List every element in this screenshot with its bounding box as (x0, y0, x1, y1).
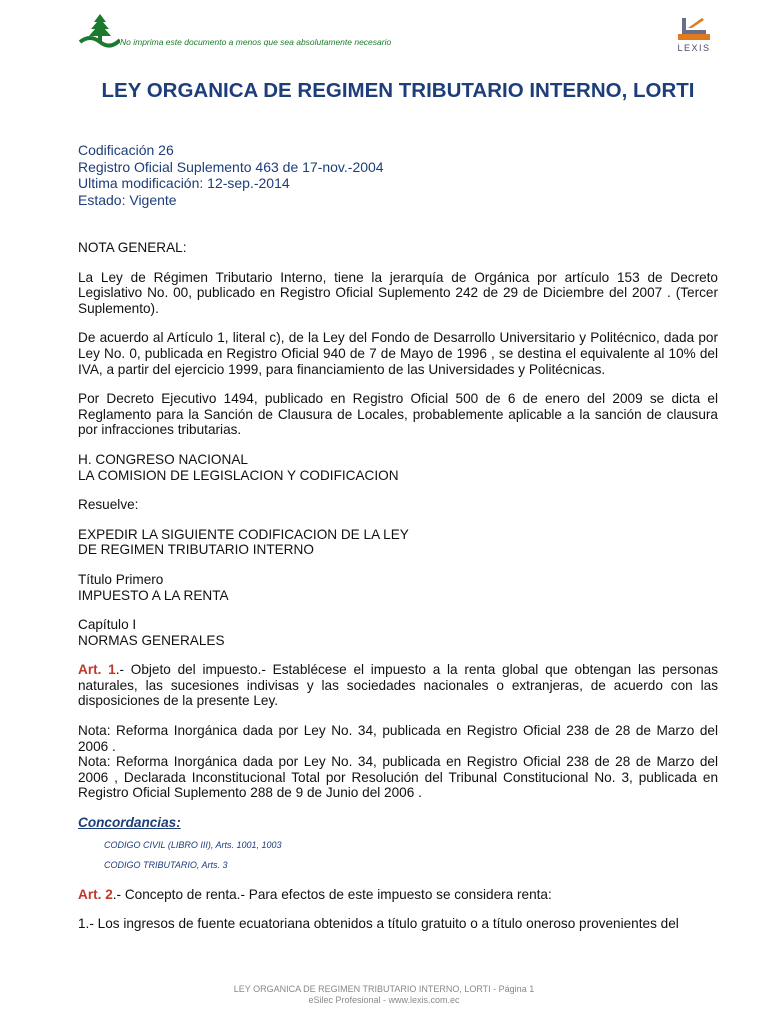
nota-reforma-1: Nota: Reforma Inorgánica dada por Ley No. 34, publicada en Registro Oficial 238 de 28 de Marzo del 2006 . (78, 723, 718, 754)
concordancia-item: CODIGO CIVIL (LIBRO III), Arts. 1001, 1003 (104, 839, 282, 850)
expedir-line-2: DE REGIMEN TRIBUTARIO INTERNO (78, 542, 314, 558)
capitulo-number: Capítulo I (78, 617, 137, 633)
concordancias-heading: Concordancias: (78, 815, 181, 831)
page-footer (0, 984, 768, 1006)
document-title: LEY ORGANICA DE REGIMEN TRIBUTARIO INTERNO, LORTI (101, 79, 695, 102)
lexis-logo (668, 16, 720, 60)
nota-general-heading: NOTA GENERAL: (78, 240, 187, 255)
paragraph-decreto-1494: Por Decreto Ejecutivo 1494, publicado en Registro Oficial 500 de 6 de enero del 2009 se dicta el Reglamento para la Sanción de Clausura de Locales, probablemente aplicable a la sanción de clausura por infracciones tributarias. (78, 391, 718, 438)
footer-title: LEY ORGANICA DE REGIMEN TRIBUTARIO INTERNO, LORTI - Página 1 (233, 984, 535, 994)
article-1-label: Art. 1 (78, 662, 116, 678)
paragraph-jerarquia: La Ley de Régimen Tributario Interno, tiene la jerarquía de Orgánica por artículo 153 de Decreto Legislativo No. 00, publicado en Registro Oficial Suplemento 242 de 29 de Diciembre del 2007 . (Tercer Suplemento). (78, 269, 718, 316)
capitulo-block (78, 617, 718, 648)
titulo-primero: Título Primero (78, 571, 164, 587)
tree-icon (78, 12, 120, 48)
capitulo-heading: NORMAS GENERALES (78, 632, 225, 648)
meta-estado: Estado: Vigente (78, 191, 177, 208)
lexis-logo-icon (676, 16, 712, 42)
congreso-block (78, 452, 718, 483)
paragraph-fondo-desarrollo: De acuerdo al Artículo 1, literal c), de la Ley del Fondo de Desarrollo Universitario y Politécnico, dada por Ley No. 0, publicada en Registro Oficial 940 de 7 de Mayo de 1996 , se destina el equivalente al 10% del IVA, a partir del ejercicio 1999, para financiamiento de las Universidades y Politécnicas. (78, 330, 718, 377)
article-2-text: .- Concepto de renta.- Para efectos de este impuesto se considera renta: (112, 886, 552, 902)
article-1-text: .- Objeto del impuesto.- Establécese el impuesto a la renta global que obtengan las personas naturales, las sucesiones indivisas y las sociedades nacionales o extranjeras, de acuerdo con las disposiciones de la presente Ley. (78, 662, 718, 709)
concordancia-item: CODIGO TRIBUTARIO, Arts. 3 (104, 859, 228, 870)
congreso-line-2: LA COMISION DE LEGISLACION Y CODIFICACION (78, 467, 399, 483)
article-2-label: Art. 2 (78, 886, 113, 902)
titulo-heading: IMPUESTO A LA RENTA (78, 587, 229, 603)
titulo-block (78, 572, 718, 603)
print-notice: No imprima este documento a menos que sea absolutamente necesario (120, 37, 392, 47)
congreso-line-1: H. CONGRESO NACIONAL (78, 451, 248, 467)
expedir-line-1: EXPEDIR LA SIGUIENTE CODIFICACION DE LA LEY (78, 526, 409, 542)
article-2 (78, 887, 718, 903)
article-2-item-1: 1.- Los ingresos de fuente ecuatoriana obtenidos a título gratuito o a título oneroso provenientes del (78, 916, 679, 932)
article-1 (78, 662, 718, 709)
meta-codificacion: Codificación 26 (78, 142, 174, 158)
header-eco-banner (78, 12, 438, 52)
document-body (78, 240, 718, 946)
expedir-block (78, 527, 718, 558)
meta-registro-oficial: Registro Oficial Suplemento 463 de 17-nov.-2004 (78, 158, 384, 175)
document-meta (78, 142, 718, 208)
nota-reforma-2: Nota: Reforma Inorgánica dada por Ley No. 34, publicada en Registro Oficial 238 de 28 de Marzo del 2006 , Declarada Inconstitucional Total por Resolución del Tribunal Constitucional No. 3, publicada en Registro Oficial Suplemento 288 de 9 de Junio del 2006 . (78, 754, 718, 801)
resuelve: Resuelve: (78, 497, 139, 513)
lexis-brand-text: LEXIS (677, 43, 711, 53)
meta-ultima-modificacion: Ultima modificación: 12-sep.-2014 (78, 175, 290, 191)
footer-site: eSilec Profesional - www.lexis.com.ec (308, 995, 460, 1005)
